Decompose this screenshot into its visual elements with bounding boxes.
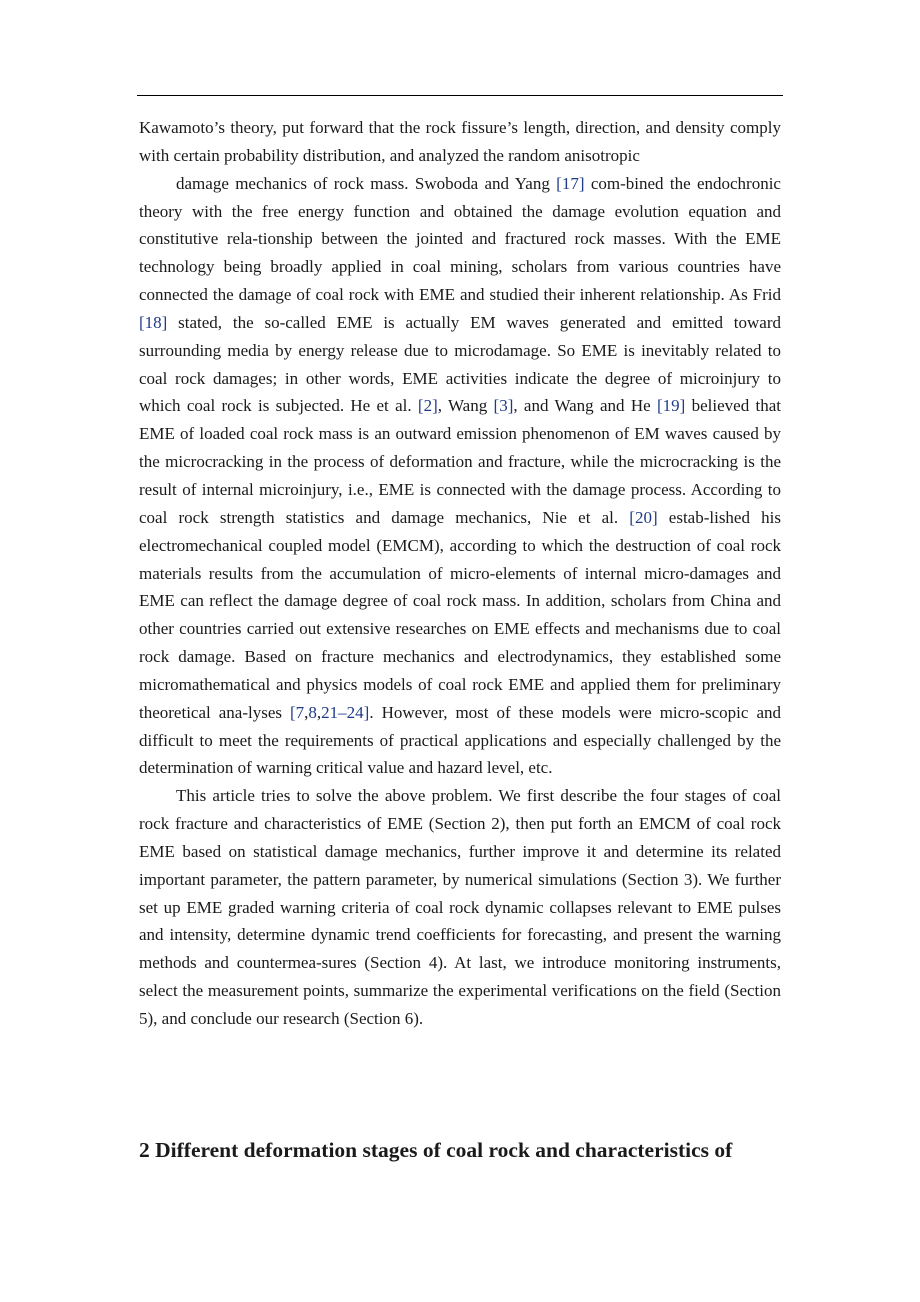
- citation-8[interactable]: 8: [308, 702, 317, 722]
- text-span: , Wang: [437, 396, 494, 416]
- section-heading: 2 Different deformation stages of coal rock and characteristics of: [139, 1138, 733, 1162]
- body-text: [139, 114, 781, 1033]
- citation-17[interactable]: [17]: [556, 173, 585, 193]
- text-span: , and Wang and He: [513, 396, 657, 416]
- text-span: estab-lished his electromechanical coupled model (EMCM), according to which the destruction of coal rock materials results from the accumulation of micro-elements of internal micro-damages and EME can reflect the damage degree of coal rock mass. In addition, scholars from China and other countries carried out extensive researches on EME effects and mechanisms due to coal rock damage. Based on fracture mechanics and electrodynamics, they established some micromathematical and physics models of coal rock EME and applied them for preliminary theoretical ana-lyses: [139, 507, 781, 722]
- text-span: . However, most of these models were micro-scopic and difficult to meet the requirements of practical applications and especially challenged by the determination of warning critical value and hazard level, etc.: [139, 702, 781, 778]
- citation-7[interactable]: 7: [295, 702, 305, 722]
- text-span: damage mechanics of rock mass. Swoboda and Yang: [176, 173, 557, 193]
- text-span: com-bined the endochronic theory with the free energy function and obtained the damage evolution equation and constitutive rela-tionship between the jointed and fractured rock masses. With the EME technology being broadly applied in coal mining, scholars from various countries have connected the damage of coal rock with EME and studied their inherent relationship. As Frid: [139, 173, 781, 305]
- citation-separator: ,: [304, 702, 309, 722]
- citation-21-24[interactable]: 21–24: [321, 702, 364, 722]
- citation-20[interactable]: [20]: [629, 507, 658, 527]
- citation-18[interactable]: [18]: [139, 312, 168, 332]
- citation-separator: ,: [316, 702, 322, 722]
- citation-19[interactable]: [19]: [656, 396, 686, 416]
- citation-bracket-open: [: [289, 702, 296, 722]
- paragraph-continuation: Kawamoto’s theory, put forward that the rock fissure’s length, direction, and density comply with certain probability distribution, and analyzed the random anisotropic: [139, 118, 781, 165]
- paragraph-article-outline: This article tries to solve the above problem. We first describe the four stages of coal rock fracture and characteristics of EME (Section 2), then put forth an EMCM of coal rock EME based on statistical damage mechanics, further improve it and determine its related important parameter, the pattern parameter, by numerical simulations (Section 3). We further set up EME graded warning criteria of coal rock dynamic collapses relevant to EME pulses and intensity, determine dynamic trend coefficients for forecasting, and present the warning methods and countermea-sures (Section 4). At last, we introduce monitoring instruments, select the measurement points, summarize the experimental verifications on the field (Section 5), and conclude our research (Section 6).: [139, 786, 781, 1028]
- text-span: stated, the so-called EME is actually EM waves generated and emitted toward surrounding media by energy release due to microdamage. So EME is inevitably related to coal rock damages; in other words, EME activities indicate the degree of microinjury to which coal rock is subjected. He et al.: [139, 312, 781, 416]
- header-rule: [137, 95, 783, 96]
- citation-2[interactable]: [2]: [417, 396, 438, 416]
- paragraph-related-work: [139, 170, 781, 783]
- citation-bracket-close: ]: [363, 702, 370, 722]
- text-span: believed that EME of loaded coal rock mass is an outward emission phenomenon of EM waves caused by the microcracking in the process of deformation and fracture, while the microcracking is the result of internal microinjury, i.e., EME is connected with the damage process. According to coal rock strength statistics and damage mechanics, Nie et al.: [139, 396, 781, 527]
- citation-3[interactable]: [3]: [493, 396, 514, 416]
